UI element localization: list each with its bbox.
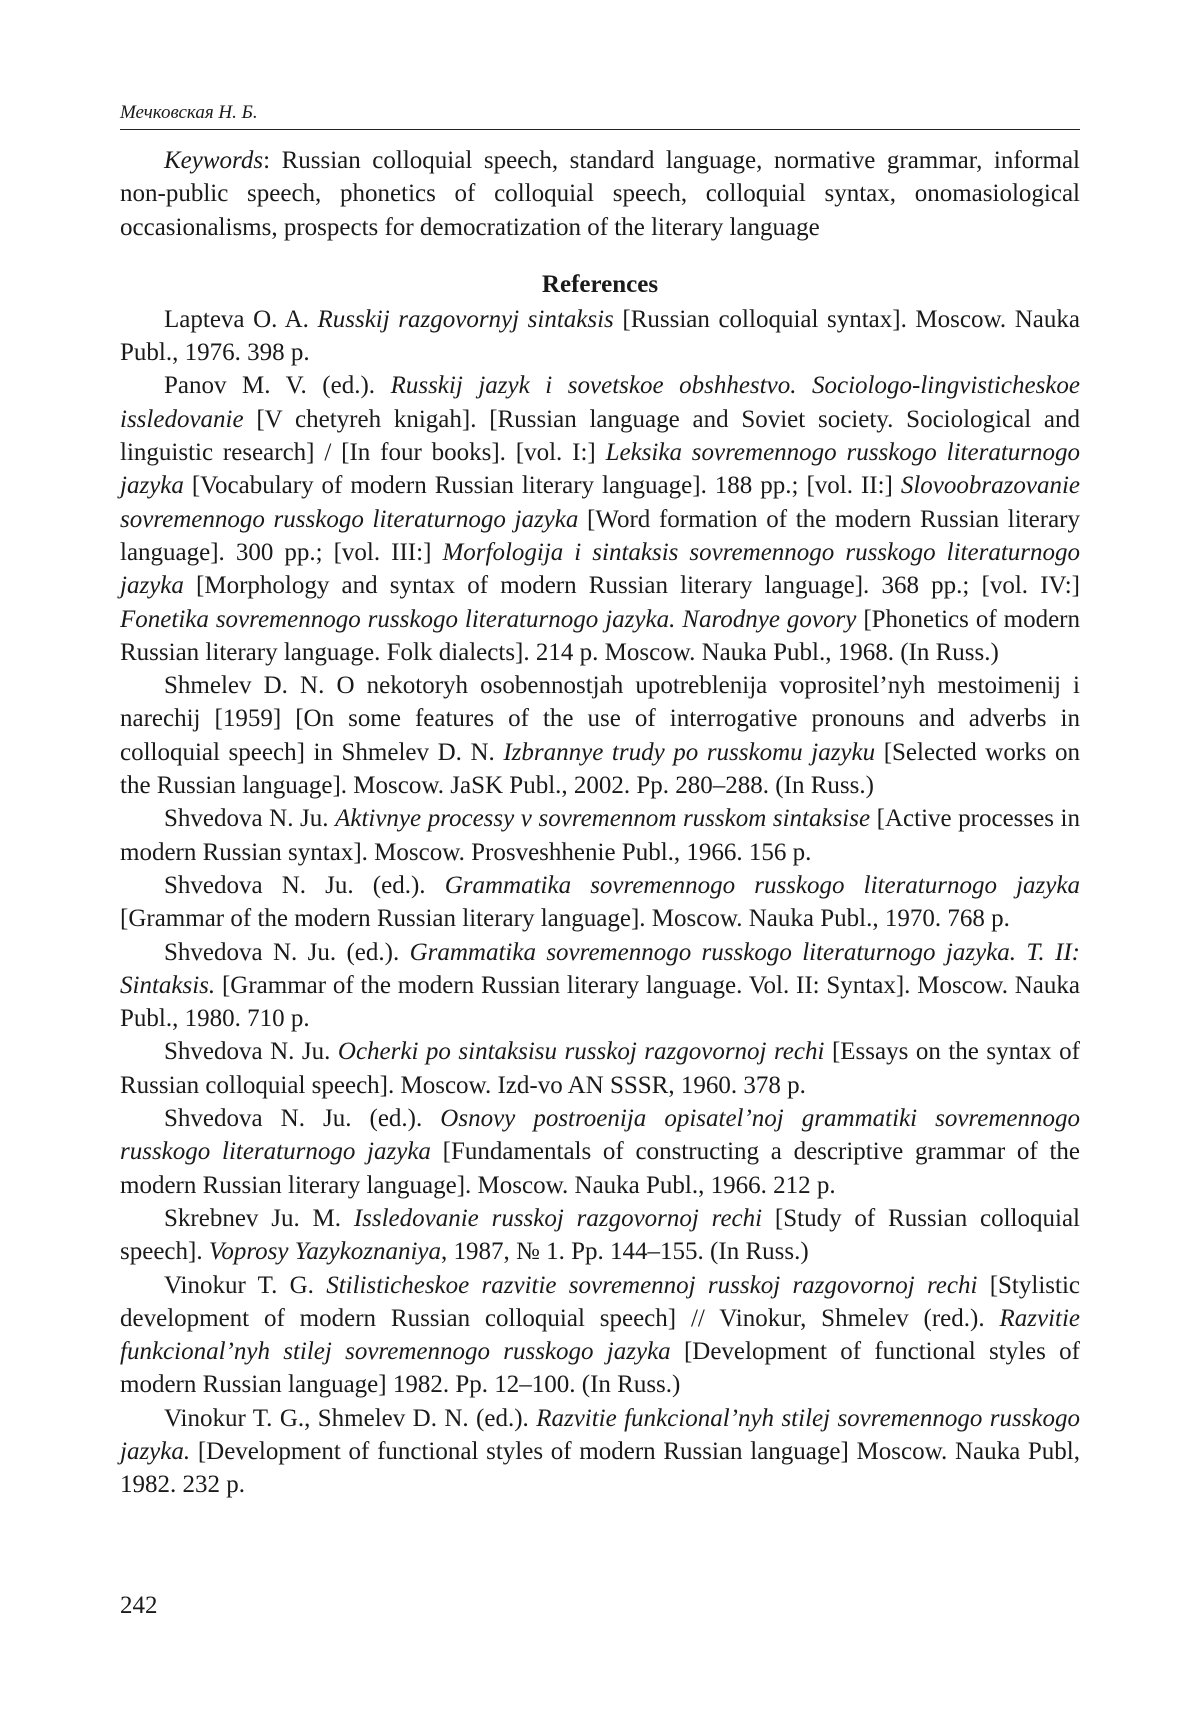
reference-text: [Fundamentals of constructing a descriptive grammar of the modern Russian literary language]. Moscow. Nauka Publ., 1966. 212 p. xyxy=(120,1138,1080,1199)
reference-item xyxy=(120,369,1080,669)
reference-item xyxy=(120,1269,1080,1402)
reference-title: Russkij razgovornyj sintaksis xyxy=(317,305,614,333)
reference-title: Morfologija i sintaksis sovremennogo russkogo literaturnogo jazyka xyxy=(120,538,1080,600)
reference-text: Shvedova N. Ju. (ed.). xyxy=(164,1105,441,1133)
reference-text: [Development of functional styles of modern Russian language] 1982. Pp. 12–100. (In Russ.) xyxy=(120,1338,1080,1399)
references-list xyxy=(120,303,1080,1502)
keywords-paragraph xyxy=(120,144,1080,244)
reference-title: Voprosy Yazykoznaniya xyxy=(208,1238,442,1266)
reference-text: Lapteva O. A. xyxy=(164,305,318,333)
reference-item xyxy=(120,669,1080,802)
reference-text: [Grammar of the modern Russian literary language. Vol. II: Syntax]. Moscow. Nauka Publ., 1980. 710 p. xyxy=(120,971,1080,1033)
reference-title: Razvitie funkcional’nyh stilej sovremennogo russkogo jazyka. xyxy=(120,1404,1081,1465)
keywords-label: Keywords xyxy=(164,147,264,174)
reference-text: [Phonetics of modern Russian literary language. Folk dialects]. 214 p. Moscow. Nauka Publ., 1968. (In Russ.) xyxy=(120,605,1080,666)
reference-item xyxy=(120,936,1080,1036)
reference-item xyxy=(120,802,1080,869)
reference-text: Shvedova N. Ju. xyxy=(164,805,336,833)
reference-text: Skrebnev Ju. M. xyxy=(164,1204,354,1232)
reference-title: Razvitie funkcional’nyh stilej sovremennogo russkogo jazyka xyxy=(120,1304,1080,1366)
reference-text: Vinokur T. G. xyxy=(164,1271,327,1299)
reference-text: [Study of Russian colloquial speech]. xyxy=(120,1204,1080,1266)
reference-text: [Active processes in modern Russian syntax]. Moscow. Prosveshhenie Publ., 1966. 156 p. xyxy=(120,805,1080,866)
reference-text: Shvedova N. Ju. xyxy=(164,1038,338,1066)
reference-item xyxy=(120,1035,1080,1102)
reference-text: Shmelev D. N. O nekotoryh osobennostjah upotreblenija voprositel’nyh mestoimenij i narechij [1959] [On some features of the use of interrogative pronouns and adverbs in colloquial speech] in Shmelev D. N. xyxy=(120,672,1080,766)
reference-text: [V chetyreh knigah]. [Russian language and Soviet society. Sociological and linguistic research] / [In four books]. [vol. I:] xyxy=(120,405,1080,467)
reference-text: [Essays on the syntax of Russian colloquial speech]. Moscow. Izd-vo AN SSSR, 1960. 378 p. xyxy=(120,1038,1080,1099)
page-number: 242 xyxy=(120,1592,158,1619)
references-heading: References xyxy=(541,270,659,298)
reference-title: Leksika sovremennogo russkogo literaturnogo jazyka xyxy=(120,439,1080,500)
reference-title: Slovoobrazovanie sovremennogo russkogo literaturnogo jazyka xyxy=(120,472,1080,533)
reference-text: Shvedova N. Ju. (ed.). xyxy=(164,871,445,899)
reference-item xyxy=(120,1202,1080,1269)
reference-title: Stilisticheskoe razvitie sovremennoj russkoj razgovornoj rechi xyxy=(326,1271,978,1299)
reference-title: Ocherki po sintaksisu russkoj razgovornoj rechi xyxy=(337,1038,825,1066)
reference-title: Issledovanie russkoj razgovornoj rechi xyxy=(353,1204,763,1232)
reference-title: Russkij jazyk i sovetskoe obshhestvo. Sociologo-lingvisticheskoe issledovanie xyxy=(120,372,1080,433)
reference-text: Shvedova N. Ju. (ed.). xyxy=(164,938,410,966)
reference-title: Fonetika sovremennogo russkogo literaturnogo jazyka. Narodnye govory xyxy=(120,605,857,633)
reference-text: [Word formation of the modern Russian literary language]. 300 pp.; [vol. III:] xyxy=(120,505,1080,566)
reference-title: Grammatika sovremennogo russkogo literaturnogo jazyka. T. II: Sintaksis. xyxy=(120,938,1080,999)
reference-text: , 1987, № 1. Pp. 144–155. (In Russ.) xyxy=(441,1238,809,1266)
reference-text: [Stylistic development of modern Russian colloquial speech] // Vinokur, Shmelev (red.). xyxy=(120,1271,1080,1332)
reference-item xyxy=(120,1402,1080,1502)
reference-text: [Vocabulary of modern Russian literary language]. 188 pp.; [vol. II:] xyxy=(183,472,901,500)
reference-item xyxy=(120,1102,1080,1202)
reference-item xyxy=(120,303,1080,370)
reference-title: Grammatika sovremennogo russkogo literaturnogo jazyka xyxy=(444,871,1080,899)
page xyxy=(120,100,1080,1502)
reference-text: [Selected works on the Russian language]. Moscow. JaSK Publ., 2002. Pp. 280–288. (In Russ.) xyxy=(120,738,1080,800)
reference-title: Aktivnye processy v sovremennom russkom sintaksise xyxy=(335,805,871,833)
keywords-text: : Russian colloquial speech, standard language, normative grammar, informal non-public speech, phonetics of colloquial speech, colloquial syntax, onomasiological occasionalisms, prospects for democratization of the literary language xyxy=(120,147,1080,241)
reference-text: Panov M. V. (ed.). xyxy=(164,372,391,400)
reference-title: Izbrannye trudy po russkomu jazyku xyxy=(503,738,876,766)
running-head: Мечковская Н. Б. xyxy=(120,100,1080,130)
reference-text: Vinokur T. G., Shmelev D. N. (ed.). xyxy=(164,1404,537,1432)
reference-text: [Development of functional styles of modern Russian language] Moscow. Nauka Publ, 1982. 232 p. xyxy=(120,1437,1080,1499)
reference-title: Osnovy postroenija opisatel’noj grammatiki sovremennogo russkogo literaturnogo jazyka xyxy=(120,1105,1080,1166)
reference-text: [Morphology and syntax of modern Russian literary language]. 368 pp.; [vol. IV:] xyxy=(183,572,1080,600)
reference-text: [Grammar of the modern Russian literary language]. Moscow. Nauka Publ., 1970. 768 p. xyxy=(120,905,1010,933)
reference-item xyxy=(120,869,1080,936)
reference-text: [Russian colloquial syntax]. Moscow. Nauka Publ., 1976. 398 p. xyxy=(120,305,1080,367)
